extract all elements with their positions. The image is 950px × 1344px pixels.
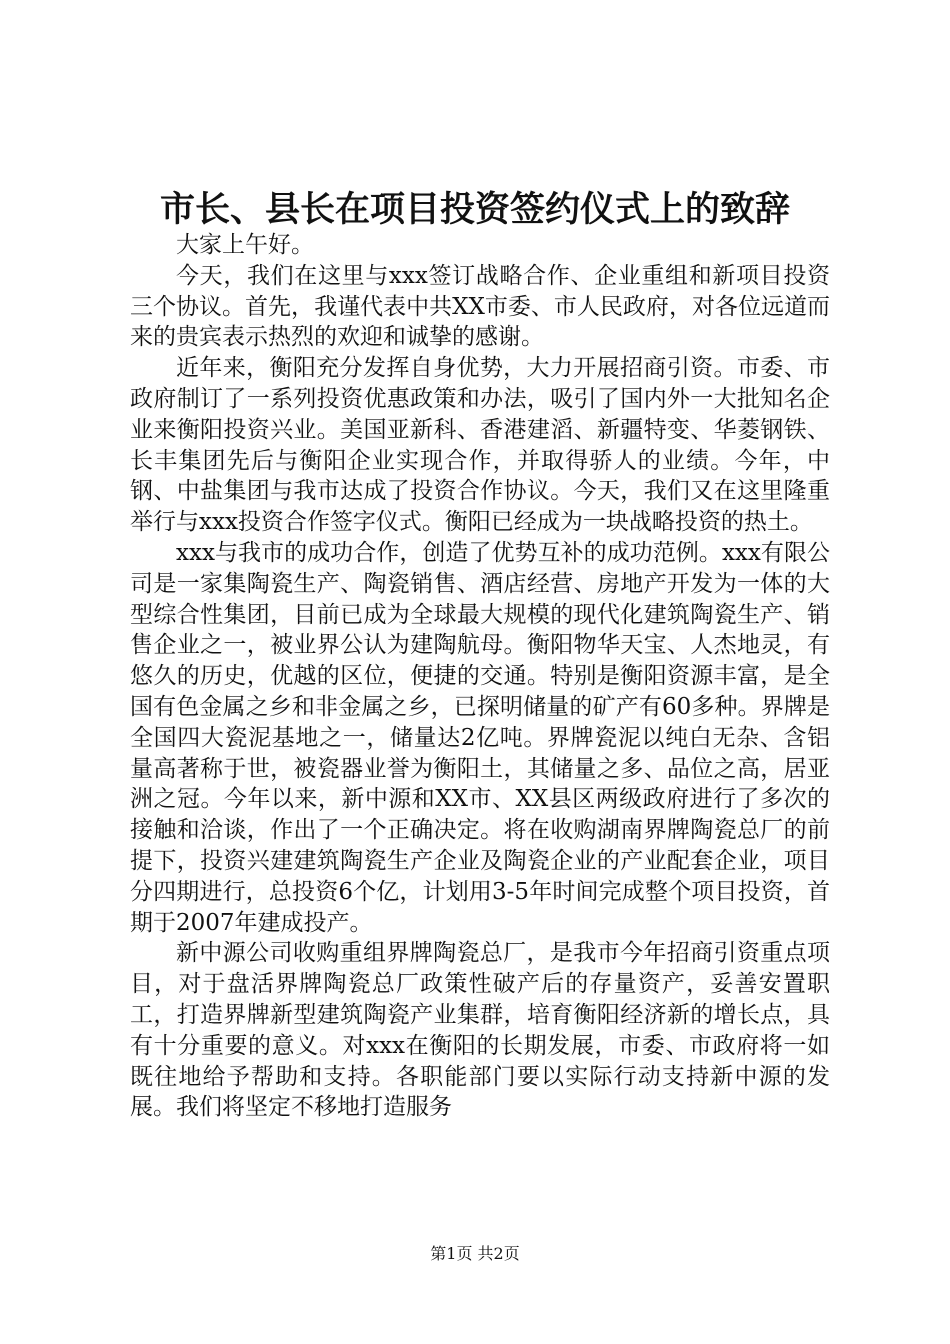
document-body: [130, 230, 830, 1123]
paragraph-greeting: 大家上午好。: [176, 232, 314, 258]
page-footer: 第1页 共2页: [430, 1244, 520, 1263]
paragraph-key-project: 新中源公司收购重组界牌陶瓷总厂，是我市今年招商引资重点项目，对于盘活界牌陶瓷总厂政策性破产后的存量资产，妥善安置职工，打造界牌新型建筑陶瓷产业集群，培育衡阳经济新的增长点，具有十分重要的意义。对xxx在衡阳的长期发展，市委、市政府将一如既往地给予帮助和支持。各职能部门要以实际行动支持新中源的发展。我们将坚定不移地打造服务: [130, 940, 830, 1121]
paragraph-investment-background: 近年来，衡阳充分发挥自身优势，大力开展招商引资。市委、市政府制订了一系列投资优惠政策和办法，吸引了国内外一大批知名企业来衡阳投资兴业。美国亚新科、香港建滔、新疆特变、华菱钢铁、长丰集团先后与衡阳企业实现合作，并取得骄人的业绩。今年，中钢、中盐集团与我市达成了投资合作协议。今天，我们又在这里隆重举行与xxx投资合作签字仪式。衡阳已经成为一块战略投资的热土。: [130, 355, 830, 536]
paragraph-opening: 今天，我们在这里与xxx签订战略合作、企业重组和新项目投资三个协议。首先，我谨代表中共XX市委、市人民政府，对各位远道而来的贵宾表示热烈的欢迎和诚挚的感谢。: [130, 262, 830, 351]
paragraph-cooperation: xxx与我市的成功合作，创造了优势互补的成功范例。xxx有限公司是一家集陶瓷生产、陶瓷销售、酒店经营、房地产开发为一体的大型综合性集团，目前已成为全球最大规模的现代化建筑陶瓷生产、销售企业之一，被业界公认为建陶航母。衡阳物华天宝、人杰地灵，有悠久的历史，优越的区位，便捷的交通。特别是衡阳资源丰富，是全国有色金属之乡和非金属之乡，已探明储量的矿产有60多种。界牌是全国四大瓷泥基地之一，储量达2亿吨。界牌瓷泥以纯白无杂、含铝量高著称于世，被瓷器业誉为衡阳土，其储量之多、品位之高，居亚洲之冠。今年以来，新中源和XX市、XX县区两级政府进行了多次的接触和洽谈，作出了一个正确决定。将在收购湖南界牌陶瓷总厂的前提下，投资兴建建筑陶瓷生产企业及陶瓷企业的产业配套企业，项目分四期进行，总投资6个亿，计划用3-5年时间完成整个项目投资，首期于2007年建成投产。: [130, 539, 830, 936]
document-title: 市长、县长在项目投资签约仪式上的致辞: [159, 189, 790, 230]
